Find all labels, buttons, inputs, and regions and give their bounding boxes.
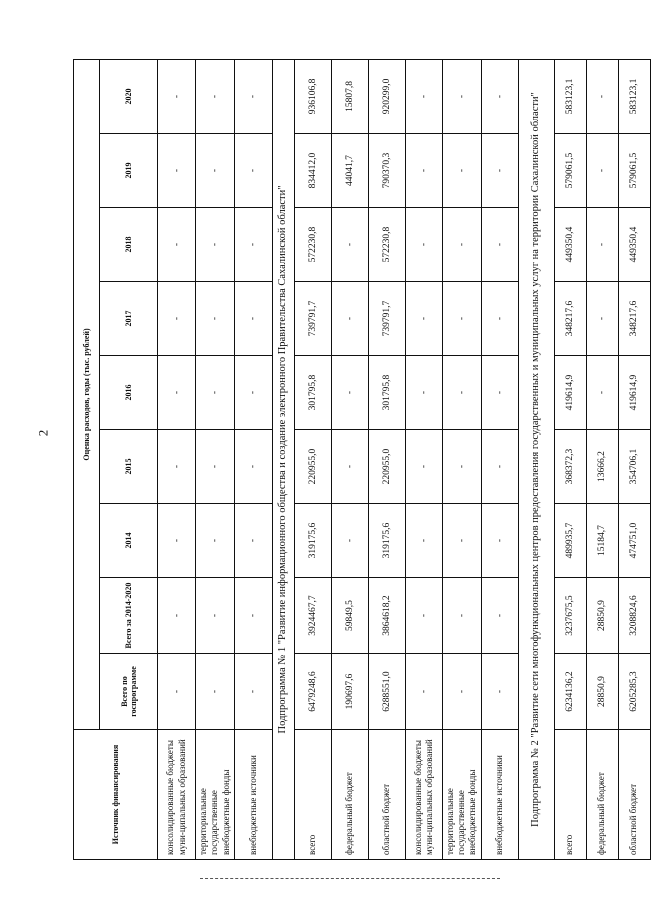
header-year: 2016 <box>100 356 158 430</box>
value-cell: 920299,0 <box>368 59 405 133</box>
table-row <box>196 59 235 859</box>
value-cell: - <box>234 430 272 504</box>
value-cell: - <box>586 356 618 430</box>
subprogram1-title: Подпрограмма № 1 "Развитие информационного общества и создание электронного Правительства Сахалинской области" <box>272 59 294 859</box>
value-cell: 220955,0 <box>294 430 331 504</box>
value-cell: - <box>481 578 518 654</box>
value-cell: - <box>586 59 618 133</box>
value-cell: 419614,9 <box>554 356 586 430</box>
value-cell: 834412,0 <box>294 134 331 208</box>
value-cell: - <box>158 59 196 133</box>
row-source-label: всего <box>294 730 331 860</box>
value-cell: 6234136,2 <box>554 654 586 730</box>
value-cell: 572230,8 <box>294 208 331 282</box>
value-cell: - <box>405 356 442 430</box>
value-cell: - <box>158 578 196 654</box>
value-cell: 3864618,2 <box>368 578 405 654</box>
value-cell: - <box>196 208 235 282</box>
value-cell: - <box>158 654 196 730</box>
value-cell: - <box>158 430 196 504</box>
value-cell: 28850,9 <box>586 578 618 654</box>
value-cell: 44041,7 <box>331 134 368 208</box>
row-source-label: федеральный бюджет <box>331 730 368 860</box>
value-cell: - <box>158 356 196 430</box>
value-cell: - <box>442 504 481 578</box>
financing-table <box>73 59 651 860</box>
table-row <box>586 59 618 859</box>
value-cell: 572230,8 <box>368 208 405 282</box>
header-year: 2017 <box>100 282 158 356</box>
value-cell: - <box>405 504 442 578</box>
value-cell: - <box>331 356 368 430</box>
value-cell: - <box>196 430 235 504</box>
value-cell: - <box>234 356 272 430</box>
row-source-label: областной бюджет <box>368 730 405 860</box>
value-cell: 6479248,6 <box>294 654 331 730</box>
table-row <box>481 59 518 859</box>
row-source-label: областной бюджет <box>618 730 650 860</box>
value-cell: - <box>405 59 442 133</box>
value-cell: - <box>481 134 518 208</box>
value-cell: - <box>234 208 272 282</box>
header-year: 2020 <box>100 59 158 133</box>
value-cell: - <box>405 208 442 282</box>
table-row <box>294 59 331 859</box>
value-cell: 190697,6 <box>331 654 368 730</box>
value-cell: 368372,3 <box>554 430 586 504</box>
value-cell: 3924467,7 <box>294 578 331 654</box>
value-cell: 301795,8 <box>294 356 331 430</box>
value-cell: 419614,9 <box>618 356 650 430</box>
value-cell: 13666,2 <box>586 430 618 504</box>
value-cell: 3237675,5 <box>554 578 586 654</box>
scan-mark <box>200 878 500 880</box>
value-cell: - <box>331 208 368 282</box>
value-cell: 583123,1 <box>618 59 650 133</box>
value-cell: - <box>586 208 618 282</box>
table-row <box>234 59 272 859</box>
row-source-label: всего <box>554 730 586 860</box>
value-cell: - <box>405 654 442 730</box>
value-cell: - <box>196 654 235 730</box>
value-cell: 489935,7 <box>554 504 586 578</box>
value-cell: - <box>331 430 368 504</box>
value-cell: 220955,0 <box>368 430 405 504</box>
table-row <box>442 59 481 859</box>
value-cell: - <box>481 430 518 504</box>
value-cell: - <box>196 356 235 430</box>
value-cell: - <box>234 578 272 654</box>
page-number: 2 <box>35 429 51 437</box>
value-cell: - <box>442 578 481 654</box>
value-cell: - <box>442 654 481 730</box>
header-total-program: Всего по госпрограмме <box>100 654 158 730</box>
rotated-page <box>73 60 639 860</box>
table-row <box>331 59 368 859</box>
value-cell: - <box>405 430 442 504</box>
table-row <box>158 59 196 859</box>
value-cell: 319175,6 <box>294 504 331 578</box>
table-row <box>405 59 442 859</box>
header-year: 2014 <box>100 504 158 578</box>
value-cell: - <box>481 356 518 430</box>
value-cell: 936106,8 <box>294 59 331 133</box>
table-row <box>368 59 405 859</box>
value-cell: - <box>442 134 481 208</box>
value-cell: - <box>196 504 235 578</box>
value-cell: - <box>405 134 442 208</box>
row-source-label: территориальные государственные внебюджетные фонды <box>196 730 235 860</box>
value-cell: 790370,3 <box>368 134 405 208</box>
value-cell: - <box>331 504 368 578</box>
value-cell: - <box>442 356 481 430</box>
value-cell: - <box>442 282 481 356</box>
value-cell: 319175,6 <box>368 504 405 578</box>
row-source-label: территориальные государственные внебюджетные фонды <box>442 730 481 860</box>
row-source-label: консолидированные бюджеты муни-ципальных образований <box>405 730 442 860</box>
table-row <box>618 59 650 859</box>
header-year: 2019 <box>100 134 158 208</box>
row-source-label: консолидированные бюджеты муни-ципальных образований <box>158 730 196 860</box>
table-row <box>554 59 586 859</box>
value-cell: 3208824,6 <box>618 578 650 654</box>
value-cell: 15807,8 <box>331 59 368 133</box>
value-cell: - <box>586 282 618 356</box>
value-cell: - <box>234 59 272 133</box>
header-year: 2015 <box>100 430 158 504</box>
header-source: Источник финансирования <box>74 730 158 860</box>
value-cell: - <box>481 654 518 730</box>
header-estimate: Оценка расходов, годы (тыс. рублей) <box>74 59 100 729</box>
value-cell: - <box>158 208 196 282</box>
value-cell: - <box>442 430 481 504</box>
value-cell: - <box>234 282 272 356</box>
value-cell: - <box>196 578 235 654</box>
value-cell: - <box>158 504 196 578</box>
value-cell: 6288551,0 <box>368 654 405 730</box>
value-cell: - <box>586 134 618 208</box>
value-cell: 739791,7 <box>368 282 405 356</box>
value-cell: - <box>405 282 442 356</box>
value-cell: - <box>481 208 518 282</box>
value-cell: 449350,4 <box>618 208 650 282</box>
value-cell: - <box>234 504 272 578</box>
value-cell: 354706,1 <box>618 430 650 504</box>
value-cell: - <box>196 282 235 356</box>
value-cell: 583123,1 <box>554 59 586 133</box>
value-cell: - <box>196 59 235 133</box>
value-cell: 739791,7 <box>294 282 331 356</box>
value-cell: 6205285,3 <box>618 654 650 730</box>
row-source-label: федеральный бюджет <box>586 730 618 860</box>
value-cell: - <box>234 134 272 208</box>
subprogram2-title: Подпрограмма № 2 "Развитие сети многофункциональных центров предоставления государственных и муниципальных услуг на территории Сахалинской области" <box>518 59 554 859</box>
value-cell: 59849,5 <box>331 578 368 654</box>
value-cell: - <box>158 282 196 356</box>
value-cell: - <box>234 654 272 730</box>
value-cell: 348217,6 <box>618 282 650 356</box>
value-cell: - <box>481 504 518 578</box>
value-cell: 348217,6 <box>554 282 586 356</box>
row-source-label: внебюджетные источники <box>481 730 518 860</box>
value-cell: - <box>442 208 481 282</box>
subprogram2-title-row <box>518 59 554 859</box>
value-cell: - <box>331 282 368 356</box>
value-cell: - <box>158 134 196 208</box>
header-total-period: Всего за 2014-2020 <box>100 578 158 654</box>
value-cell: 474751,0 <box>618 504 650 578</box>
value-cell: - <box>196 134 235 208</box>
value-cell: - <box>442 59 481 133</box>
value-cell: 15184,7 <box>586 504 618 578</box>
value-cell: 301795,8 <box>368 356 405 430</box>
subprogram1-title-row <box>272 59 294 859</box>
value-cell: - <box>405 578 442 654</box>
value-cell: 579061,5 <box>554 134 586 208</box>
header-year: 2018 <box>100 208 158 282</box>
row-source-label: внебюджетные источники <box>234 730 272 860</box>
value-cell: 449350,4 <box>554 208 586 282</box>
value-cell: - <box>481 59 518 133</box>
value-cell: 579061,5 <box>618 134 650 208</box>
value-cell: - <box>481 282 518 356</box>
value-cell: 28850,9 <box>586 654 618 730</box>
